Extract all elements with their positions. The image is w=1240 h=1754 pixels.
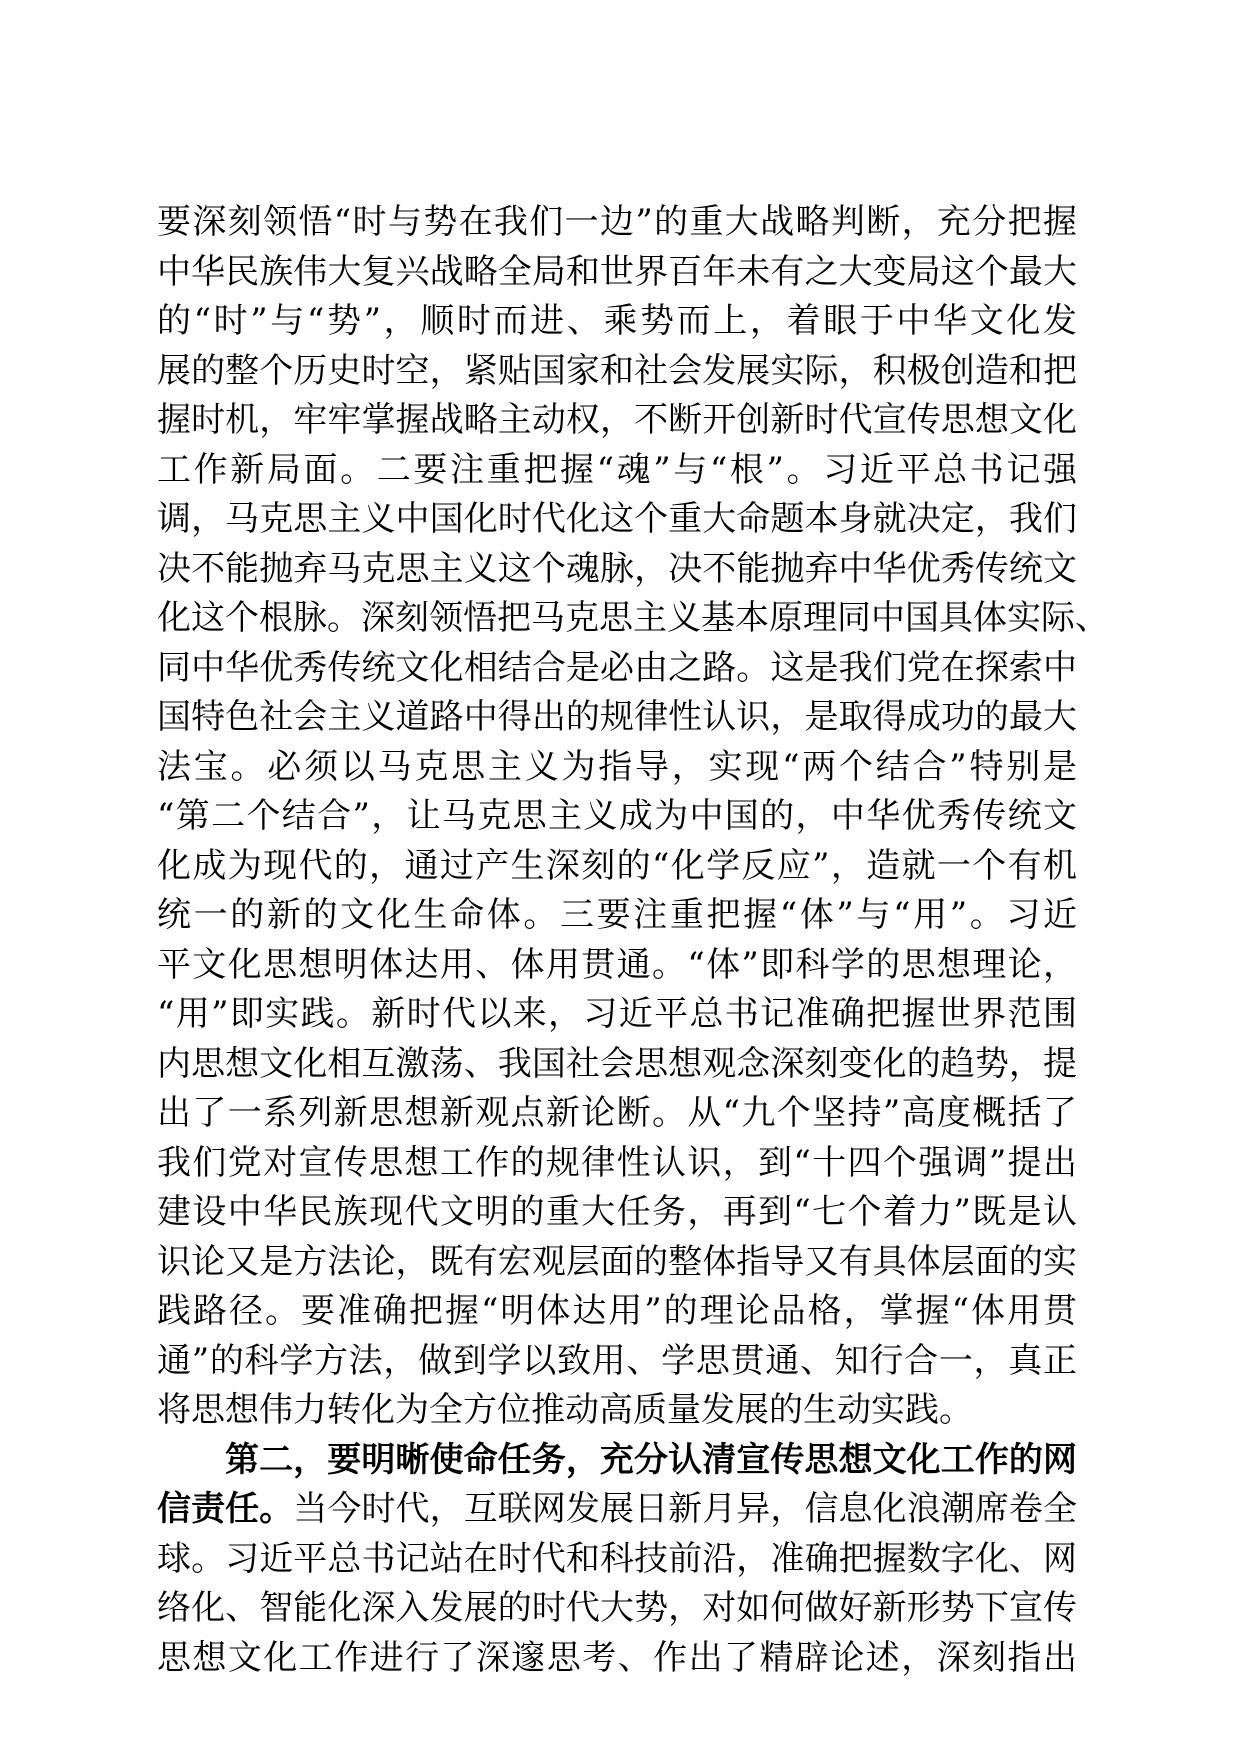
text-line: 要深刻领悟“时与势在我们一边”的重大战略判断，充分把握: [157, 202, 1077, 242]
text-line: 同中华优秀传统文化相结合是必由之路。这是我们党在探索中: [157, 647, 1077, 688]
text-line: 调，马克思主义中国化时代化这个重大命题本身就决定，我们: [157, 499, 1077, 539]
text-line: 建设中华民族现代文明的重大任务，再到“七个着力”既是认: [157, 1192, 1077, 1232]
text-line: 内思想文化相互激荡、我国社会思想观念深刻变化的趋势，提: [157, 1043, 1077, 1084]
section-heading: 第二，要明晰使命任务，充分认清宣传思想文化工作的网: [225, 1439, 1077, 1480]
text-line: 决不能抛弃马克思主义这个魂脉，决不能抛弃中华优秀传统文: [157, 548, 1077, 589]
text-line: 化成为现代的，通过产生深刻的“化学反应”，造就一个有机: [157, 845, 1077, 886]
text-line: 思想文化工作进行了深邃思考、作出了精辟论述，深刻指出: [157, 1637, 1077, 1678]
text-line: 握时机，牢牢掌握战略主动权，不断开创新时代宣传思想文化: [157, 400, 1077, 440]
text-line: “用”即实践。新时代以来，习近平总书记准确把握世界范围: [157, 994, 1077, 1034]
paragraph-2: [157, 1436, 1077, 1684]
text-line: 化这个根脉。深刻领悟把马克思主义基本原理同中国具体实际、: [157, 598, 1109, 638]
text-run: 当今时代，互联网发展日新月异，信息化浪潮席卷全: [293, 1489, 1078, 1529]
text-line: 工作新局面。二要注重把握“魂”与“根”。习近平总书记强: [157, 449, 1077, 490]
text-line: 统一的新的文化生命体。三要注重把握“体”与“用”。习近: [157, 895, 1077, 935]
text-line: 我们党对宣传思想工作的规律性认识，到“十四个强调”提出: [157, 1142, 1077, 1183]
text-line: 出了一系列新思想新观点新论断。从“九个坚持”高度概括了: [157, 1093, 1077, 1133]
text-line: 识论又是方法论，既有宏观层面的整体指导又有具体层面的实: [157, 1241, 1077, 1282]
text-line: 通”的科学方法，做到学以致用、学思贯通、知行合一，真正: [157, 1340, 1077, 1381]
text-line: 络化、智能化深入发展的时代大势，对如何做好新形势下宣传: [157, 1588, 1077, 1628]
text-line: 的“时”与“势”，顺时而进、乘势而上，着眼于中华文化发: [157, 301, 1077, 341]
document-body: [157, 198, 1109, 1683]
text-line: 国特色社会主义道路中得出的规律性认识，是取得成功的最大: [157, 697, 1077, 737]
text-line: 将思想伟力转化为全方位推动高质量发展的生动实践。: [157, 1390, 973, 1430]
text-line: 践路径。要准确把握“明体达用”的理论品格，掌握“体用贯: [157, 1291, 1077, 1331]
text-line: [157, 1485, 1077, 1535]
text-line: “第二个结合”，让马克思主义成为中国的，中华优秀传统文: [157, 796, 1077, 836]
text-line: 中华民族伟大复兴战略全局和世界百年未有之大变局这个最大: [157, 251, 1077, 292]
text-line: 法宝。必须以马克思主义为指导，实现“两个结合”特别是: [157, 746, 1077, 787]
paragraph-1: [157, 198, 1109, 1436]
text-line: 球。习近平总书记站在时代和科技前沿，准确把握数字化、网: [157, 1538, 1077, 1579]
text-line: 展的整个历史时空，紧贴国家和社会发展实际，积极创造和把: [157, 350, 1077, 391]
text-line: 平文化思想明体达用、体用贯通。“体”即科学的思想理论，: [157, 944, 1077, 985]
section-heading-end: 信责任。: [157, 1489, 294, 1529]
